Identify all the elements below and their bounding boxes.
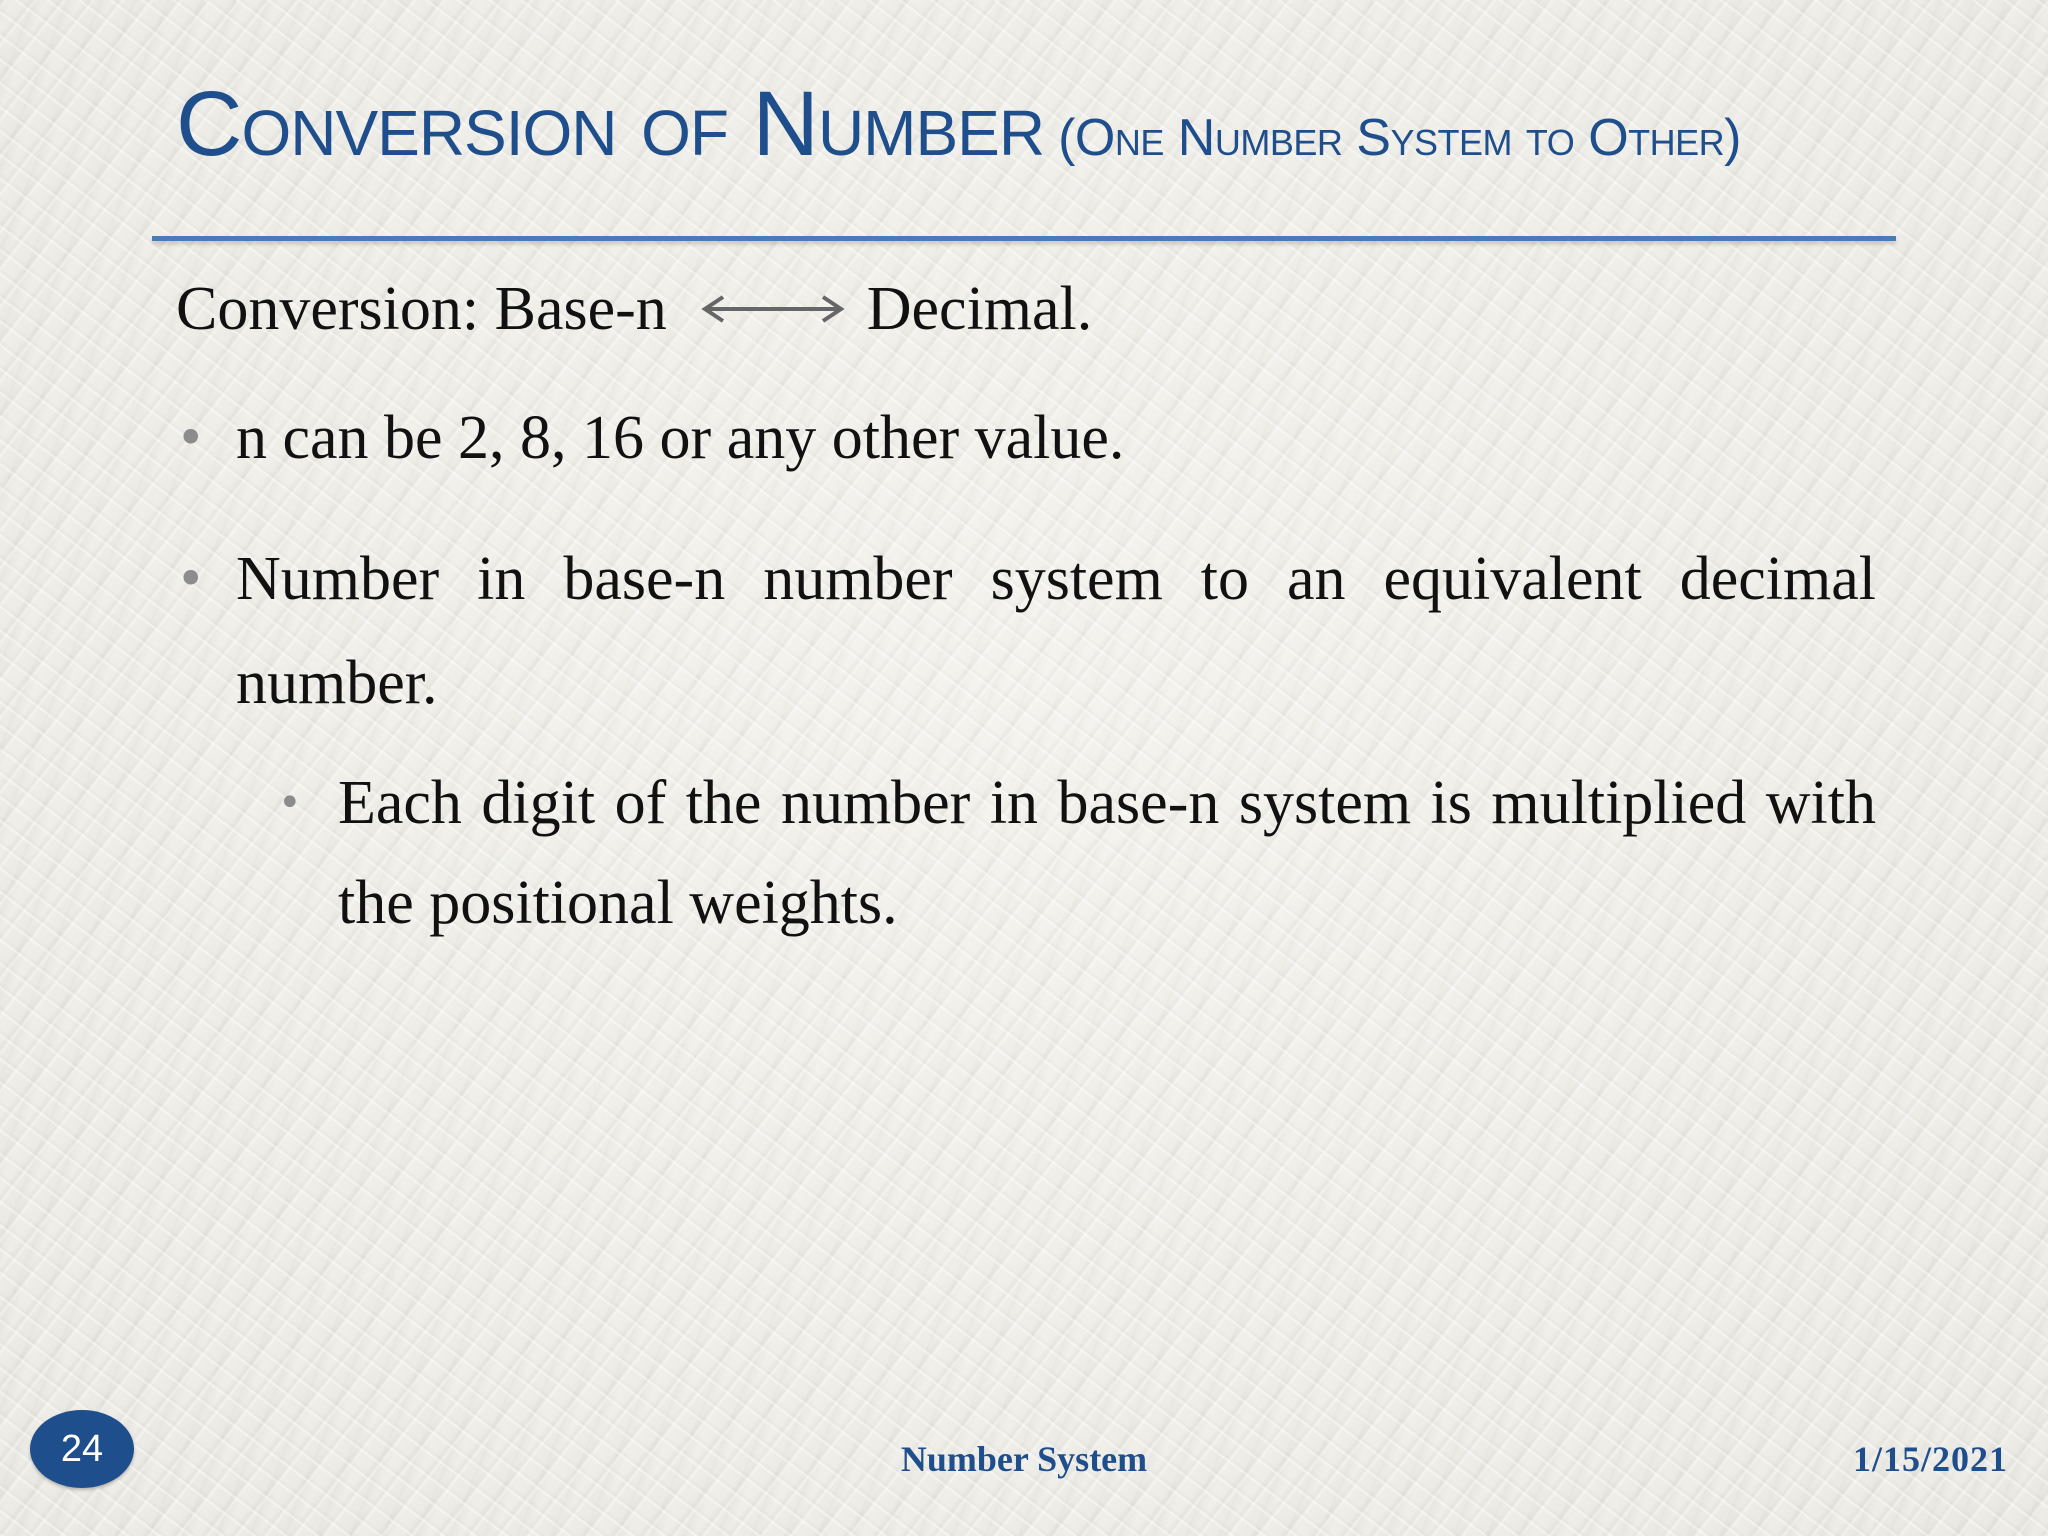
footer-date: 1/15/2021: [1852, 1439, 2008, 1479]
bullet-dot-icon: •: [176, 550, 206, 608]
lead-right-text: Decimal.: [866, 275, 1093, 343]
double-arrow-icon: [697, 292, 849, 326]
lead-line: [176, 272, 1092, 346]
bullet-item: [176, 527, 1876, 735]
slide-title: [176, 73, 1741, 175]
lead-left-text: Conversion: Base-n: [176, 275, 667, 343]
slide-title-main: Conversion of Number: [176, 73, 1045, 175]
bullet-item: [176, 386, 1125, 490]
footer-title: Number System: [900, 1439, 1148, 1479]
slide-title-sub: (One Number System to Other): [1058, 109, 1741, 167]
sub-bullet-item: [278, 753, 1876, 953]
bullet-text: n can be 2, 8, 16 or any other value.: [236, 404, 1125, 472]
sub-bullet-text: Each digit of the number in base-n system is multiplied with the positional weights.: [338, 769, 1876, 937]
page-number: 24: [60, 1427, 104, 1470]
bullet-dot-icon: •: [176, 409, 206, 467]
bullet-text: Number in base-n number system to an equivalent decimal number.: [236, 545, 1876, 717]
bullet-dot-icon: •: [278, 780, 302, 826]
title-divider: [152, 236, 1896, 241]
